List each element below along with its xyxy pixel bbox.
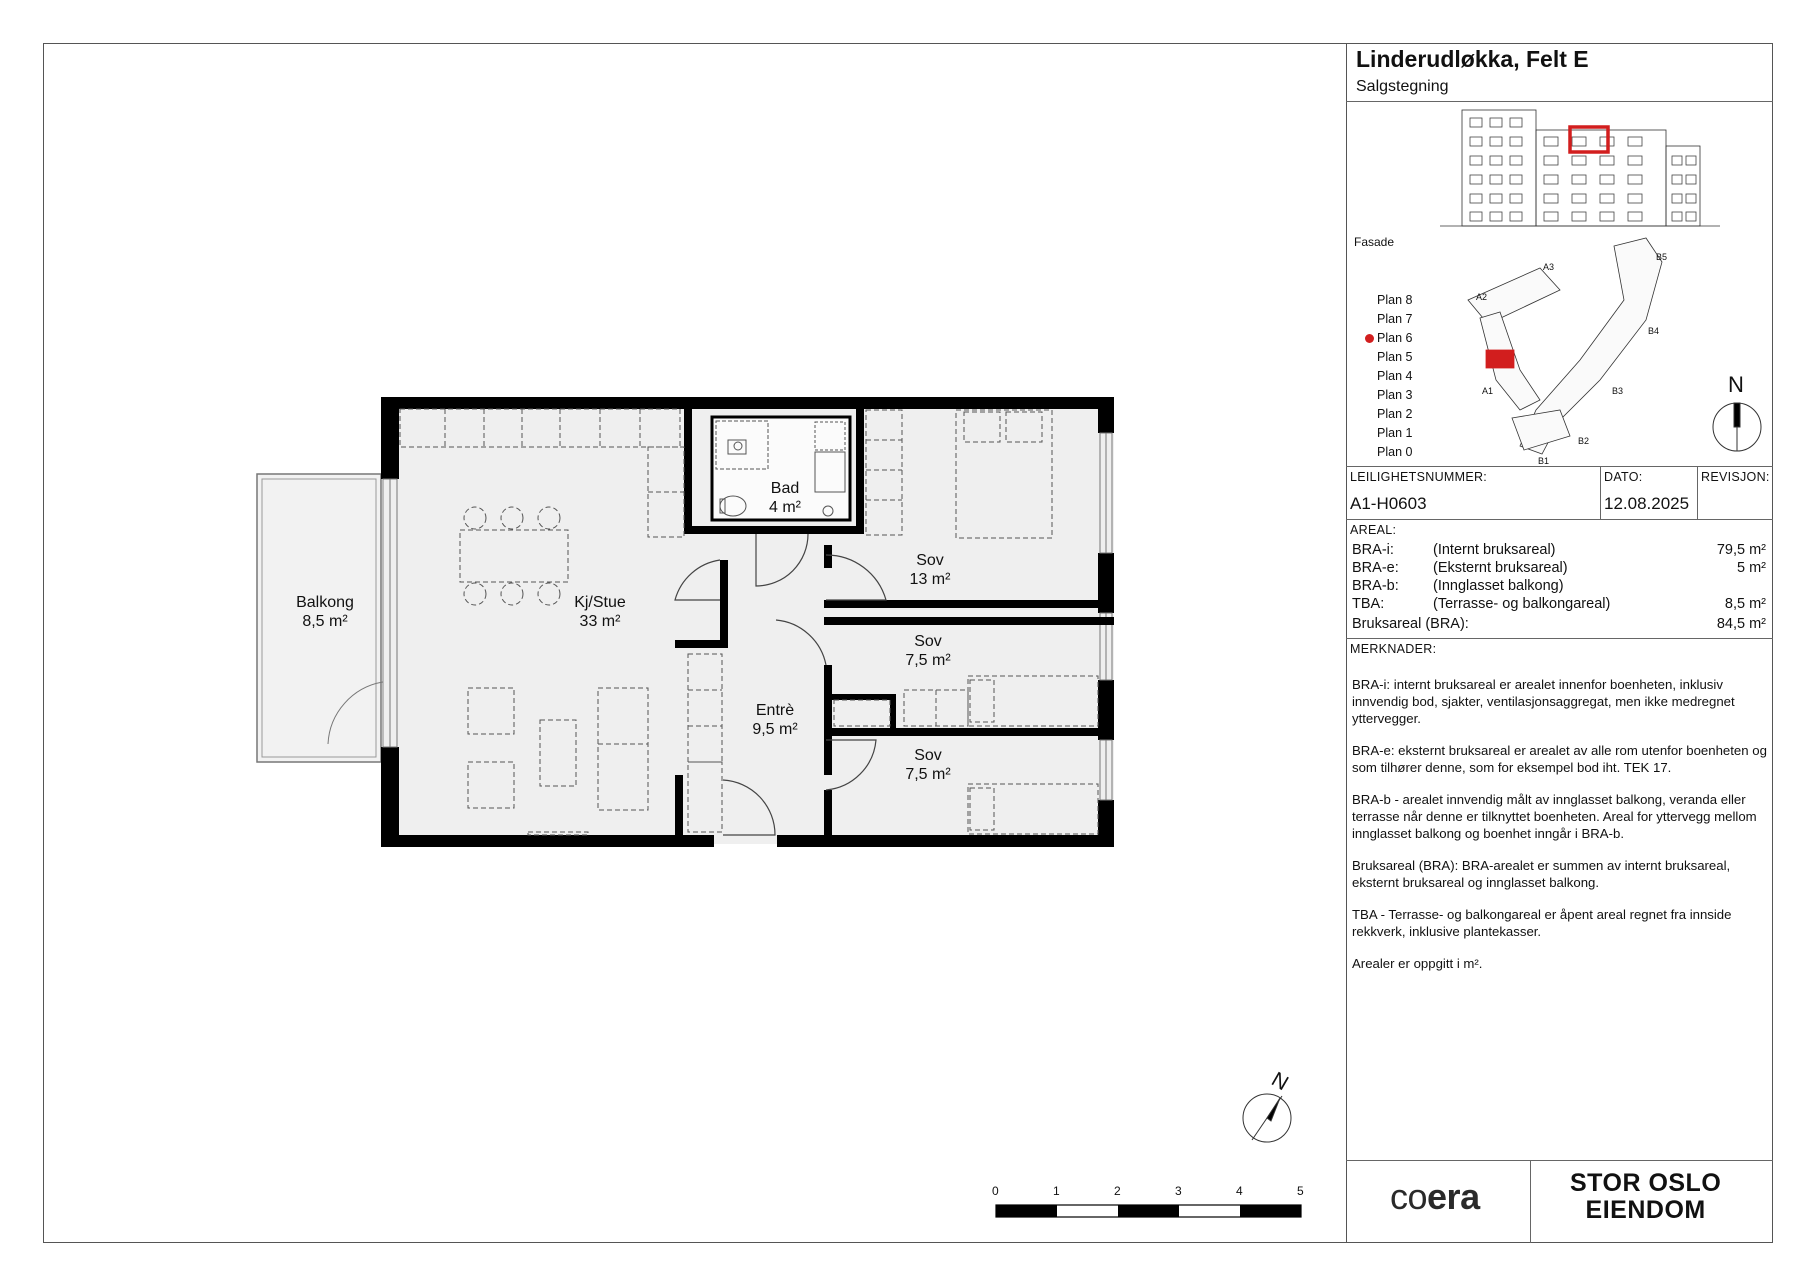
scale-tick: 1: [1053, 1184, 1060, 1198]
divider-v: [1530, 1160, 1531, 1243]
room-area: 8,5 m²: [302, 613, 348, 630]
building-label: A3: [1543, 262, 1555, 272]
unit-number-value: A1-H0603: [1350, 494, 1427, 513]
room-name: Kj/Stue: [574, 594, 626, 611]
divider: [1346, 638, 1773, 639]
stor-oslo-eiendom-logo: [1570, 1170, 1721, 1224]
coera-logo: [1390, 1176, 1480, 1218]
building-label: B3: [1612, 386, 1624, 396]
revision-label: REVISJON:: [1701, 470, 1770, 484]
room-label-bad: [745, 479, 825, 517]
date-value: 12.08.2025: [1604, 494, 1690, 513]
divider-v: [1600, 466, 1601, 519]
room-label-entre: [735, 701, 815, 739]
note-paragraph: BRA-b - arealet innvendig målt av innglasset balkong, veranda eller terrasse når denne er tilknyttet boenheten. Areal for yttervegg mellom innglasset balkong og boenhet inngår i BRA-b.: [1352, 792, 1757, 841]
area-heading: AREAL:: [1350, 523, 1397, 537]
date-label: DATO:: [1604, 470, 1643, 484]
total-area-label: Bruksareal (BRA):: [1352, 616, 1469, 632]
coera-logo-bold: era: [1427, 1176, 1480, 1217]
divider: [1346, 466, 1773, 467]
plan-item: Plan 3: [1377, 388, 1413, 402]
area-desc: (Internt bruksareal): [1433, 542, 1556, 558]
note-paragraph: Bruksareal (BRA): BRA-arealet er summen av internt bruksareal, eksternt bruksareal og innglasset balkong.: [1352, 858, 1731, 890]
plan-item: Plan 8: [1377, 293, 1413, 307]
scale-tick: 3: [1175, 1184, 1182, 1198]
plan-item: Plan 2: [1377, 407, 1413, 421]
logo-line: STOR OSLO: [1570, 1169, 1722, 1197]
plan-item: Plan 7: [1377, 312, 1413, 326]
area-desc: (Innglasset balkong): [1433, 578, 1564, 594]
coera-logo-light: co: [1390, 1176, 1428, 1217]
building-label: B4: [1648, 326, 1660, 336]
room-name: Sov: [914, 633, 942, 650]
building-label: B1: [1538, 456, 1550, 466]
area-value: 8,5 m²: [1724, 596, 1766, 612]
building-label: A2: [1476, 292, 1488, 302]
room-name: Entrè: [755, 702, 795, 719]
notes-body: [1352, 676, 1768, 987]
note-paragraph: TBA - Terrasse- og balkongareal er åpent areal regnet fra innside rekkverk, inklusive plantekasser.: [1352, 907, 1732, 939]
room-name: Bad: [770, 480, 800, 497]
plan-compass-label: N: [1267, 1067, 1293, 1096]
building-label: A1: [1482, 386, 1494, 396]
area-code: TBA:: [1352, 596, 1385, 612]
room-label-stue: [545, 593, 655, 631]
facade-label: Fasade: [1354, 235, 1395, 249]
area-code: BRA-b:: [1352, 578, 1399, 594]
project-title: Linderudløkka, Felt E: [1356, 46, 1589, 72]
plan-item: Plan 0: [1377, 445, 1413, 459]
note-paragraph: BRA-i: internt bruksareal er arealet innenfor boenheten, inklusiv innvendig bod, sjakter, ventilasjonsaggregat, men ikke medregnet yttervegger.: [1352, 677, 1735, 726]
area-code: BRA-i:: [1352, 542, 1394, 558]
area-value: 79,5 m²: [1716, 542, 1766, 558]
room-label-sov1: [890, 551, 970, 589]
scale-tick: 2: [1114, 1184, 1121, 1198]
plan-item: Plan 1: [1377, 426, 1413, 440]
unit-number-label: LEILIGHETSNUMMER:: [1350, 470, 1488, 484]
area-desc: (Eksternt bruksareal): [1433, 560, 1568, 576]
area-code: BRA-e:: [1352, 560, 1399, 576]
plan-item-label: Plan 6: [1377, 331, 1413, 345]
total-area-value: 84,5 m²: [1716, 616, 1766, 632]
scale-bar: [996, 1205, 1301, 1217]
room-name: Sov: [914, 747, 942, 764]
room-area: 7,5 m²: [905, 766, 951, 783]
scale-tick: 0: [992, 1184, 999, 1198]
scale-tick: 5: [1297, 1184, 1304, 1198]
room-label-sov2: [888, 632, 968, 670]
logo-line: EIENDOM: [1585, 1196, 1706, 1224]
room-name: Balkong: [296, 594, 354, 611]
room-name: Sov: [916, 552, 944, 569]
plan-compass-icon: [1243, 1094, 1291, 1142]
room-label-sov3: [888, 746, 968, 784]
plan-item: Plan 4: [1377, 369, 1413, 383]
drawing-subtitle: Salgstegning: [1356, 78, 1449, 95]
room-label-balkong: [270, 593, 380, 631]
room-area: 4 m²: [769, 499, 801, 516]
divider: [1346, 1160, 1773, 1161]
note-paragraph: BRA-e: eksternt bruksareal er arealet av alle rom utenfor boenheten og som tilhører denne, som for eksempel bod iht. TEK 17.: [1352, 743, 1767, 775]
room-area: 33 m²: [579, 613, 621, 630]
plan-list: [1377, 291, 1412, 462]
notes-heading: MERKNADER:: [1350, 642, 1437, 656]
area-value: 5 m²: [1737, 560, 1766, 576]
keymap-north-label: N: [1728, 372, 1744, 397]
note-paragraph: Arealer er oppgitt i m².: [1352, 956, 1483, 971]
room-area: 13 m²: [909, 571, 951, 588]
building-label: B5: [1656, 252, 1668, 262]
scale-tick: 4: [1236, 1184, 1243, 1198]
area-desc: (Terrasse- og balkongareal): [1433, 596, 1611, 612]
room-area: 9,5 m²: [752, 721, 798, 738]
plan-item-selected: [1377, 329, 1412, 348]
divider: [1346, 101, 1773, 102]
selected-dot-icon: [1365, 334, 1374, 343]
divider-v: [1697, 466, 1698, 519]
plan-item: Plan 5: [1377, 350, 1413, 364]
building-label: B2: [1578, 436, 1590, 446]
room-area: 7,5 m²: [905, 652, 951, 669]
divider: [1346, 519, 1773, 520]
